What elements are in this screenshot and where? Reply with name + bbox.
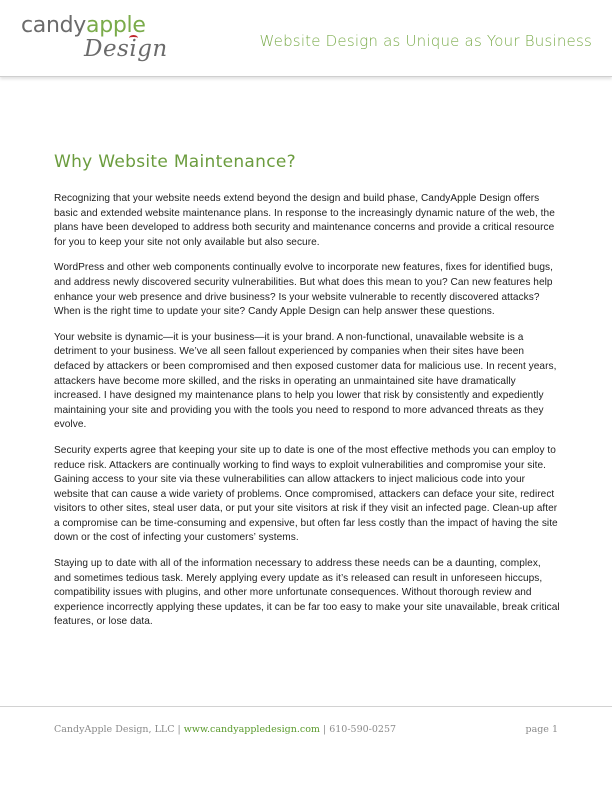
page-number: page 1: [525, 724, 558, 735]
footer-phone: 610-590-0257: [329, 724, 397, 735]
paragraph-wordpress: WordPress and other web components continually evolve to incorporate new features, fixes for identified bugs, and address newly discovered security vulnerabilities. But what does this mean to you? Can new features help enhance your web presence and drive business? Is your website vulnerable to recently discovered attacks? When is the right time to update your site? Candy Apple Design can help answer these questions.: [54, 262, 554, 318]
paragraph-security: Security experts agree that keeping your site up to date is one of the most effective methods you can employ to reduce risk. Attackers are continually working to find ways to exploit vulnerabilities and compromise your site. Gaining access to your site via these vulnerabilities can allow attackers to inject malicious code into your website that can cause a wide variety of problems. Once compromised, attackers can deface your site, redirect visitors to other sites, steal user data, or put your site visitors at risk if they visit an infected page. Clean-up after a compromise can be time-consuming and expensive, but often far less costly than the impact of having the site down or the cost of infecting your customers’ systems.: [54, 444, 558, 544]
footer-divider: [0, 706, 612, 707]
document-body: [54, 150, 560, 641]
footer-separator: |: [319, 724, 330, 735]
footer-company: CandyApple Design, LLC: [54, 724, 175, 735]
logo-word-apple: apple: [86, 13, 146, 38]
company-logo: [21, 13, 168, 66]
paragraph-dynamic: Your website is dynamic—it is your business—it is your brand. A non-functional, unavailable website is a detriment to your business. We’ve all seen fallout experienced by companies when their sites have been defaced by attackers or been compromised and then exposed customer data for malicious use. In recent years, attackers have become more skilled, and the risks in operating an unmaintained site have dramatically increased. I have designed my maintenance plans to help you lower that risk by consistently and expediently maintaining your site and providing you with the tools you need to respond to more advanced threats as they evolve.: [54, 331, 557, 431]
paragraph-intro: Recognizing that your website needs extend beyond the design and build phase, CandyApple Design offers basic and extended website maintenance plans. In response to the increasingly dynamic nature of the web, the plans have been developed to address both security and maintenance concerns and provide a critical resource for you to keep your site not only available but also secure.: [54, 193, 555, 248]
logo-word-design: Design: [84, 36, 168, 62]
header-tagline: Website Design as Unique as Your Business: [259, 32, 592, 50]
page-header: [0, 0, 612, 77]
logo-accent-swoosh-icon: [129, 35, 138, 41]
page-footer: [54, 724, 558, 735]
footer-website-link[interactable]: www.candyappledesign.com: [183, 724, 320, 735]
logo-word-candy: candy: [21, 13, 87, 38]
footer-separator: |: [174, 724, 184, 735]
paragraph-staying-updated: Staying up to date with all of the information necessary to address these needs can be a daunting, complex, and sometimes tedious task. Merely applying every update as it’s released can result in unforeseen hiccups, compatibility issues with plugins, and other more unfortunate consequences. Without thorough review and experience incorrectly applying these updates, it can be far too easy to make your site unavailable, break critical features, or lose data.: [54, 558, 560, 628]
page-title: Why Website Maintenance?: [54, 152, 296, 172]
